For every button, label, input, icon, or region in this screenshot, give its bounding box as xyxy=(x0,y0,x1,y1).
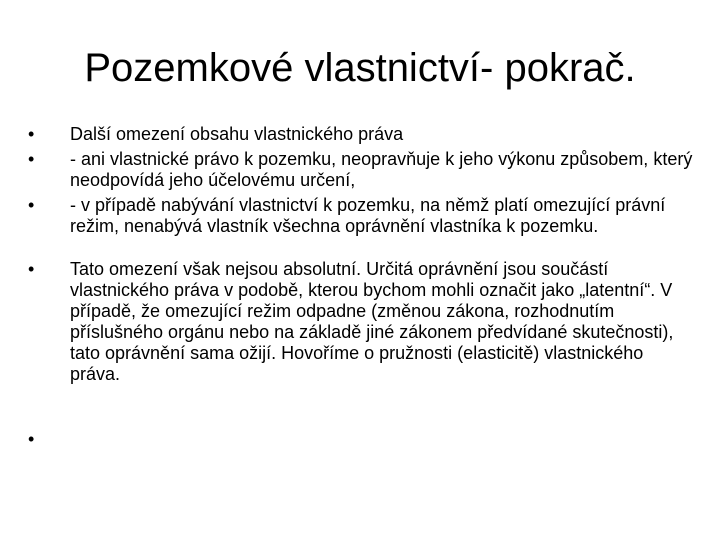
bullet-item-4 xyxy=(28,259,698,385)
bullet-item-3 xyxy=(28,195,698,237)
bullet-marker: • xyxy=(28,195,35,215)
slide-title: Pozemkové vlastnictví- pokrač. xyxy=(84,46,636,90)
bullet-text: - ani vlastnické právo k pozemku, neopravňuje k jeho výkonu způsobem, který neodpovídá jeho účelovému určení, xyxy=(70,149,693,190)
bullet-text: Tato omezení však nejsou absolutní. Určitá oprávnění jsou součástí vlastnického práva v podobě, kterou bychom mohli označit jako „latentní“. V případě, že omezující režim odpadne (změnou zákona, rozhodnutím příslušného orgánu nebo na základě jiné zákonem předvídané skutečnosti), tato oprávnění sama ožijí. Hovoříme o pružnosti (elasticitě) vlastnického práva. xyxy=(70,259,674,384)
bullet-text: Další omezení obsahu vlastnického práva xyxy=(70,124,404,144)
bullet-item-2 xyxy=(28,149,698,191)
bullet-text: - v případě nabývání vlastnictví k pozemku, na němž platí omezující právní režim, nenabývá vlastník všechna oprávnění vlastníka k pozemku. xyxy=(70,195,666,236)
bullet-marker: • xyxy=(28,429,35,449)
bullet-marker: • xyxy=(28,124,35,144)
bullet-list xyxy=(28,124,698,449)
bullet-item-1 xyxy=(28,124,698,145)
bullet-marker: • xyxy=(28,259,35,279)
bullet-marker: • xyxy=(28,149,35,169)
